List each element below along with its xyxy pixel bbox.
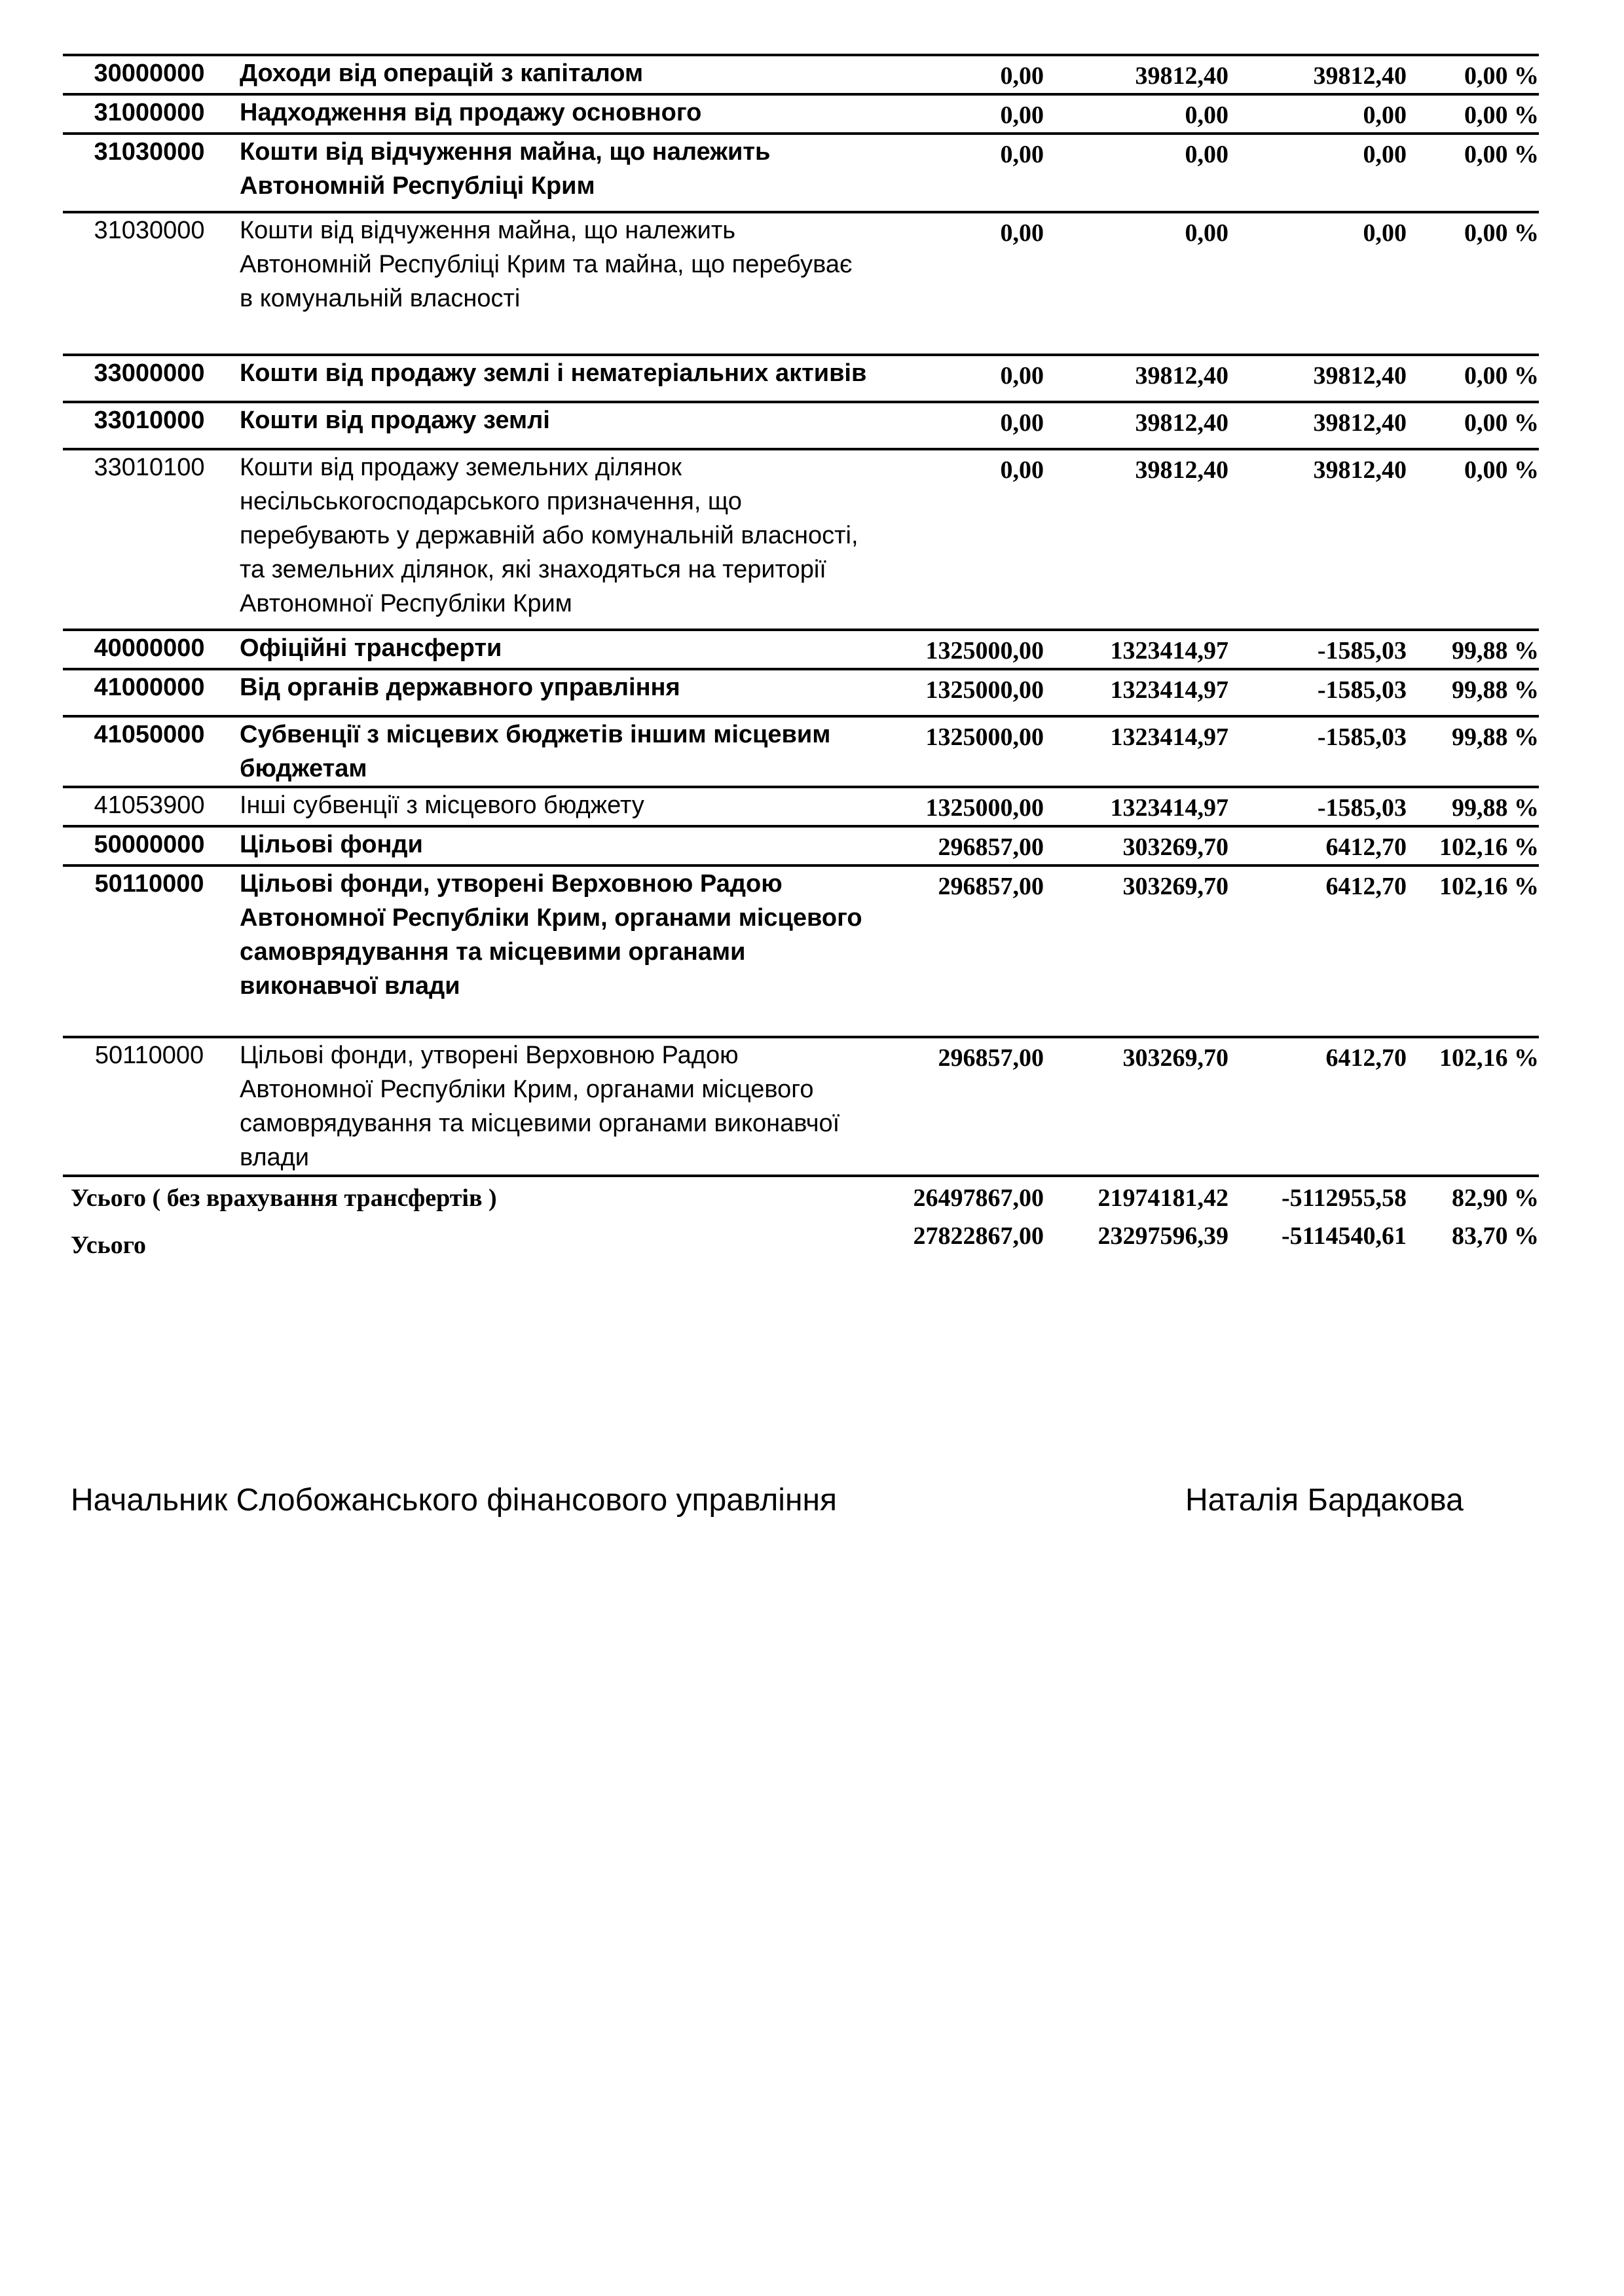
row-plan: 1325000,00	[868, 716, 1044, 787]
table-row	[63, 866, 1539, 1037]
row-plan: 0,00	[868, 134, 1044, 212]
row-code: 33010100	[63, 449, 236, 630]
row-actual: 303269,70	[1044, 866, 1228, 1037]
row-pct: 0,00 %	[1407, 449, 1539, 630]
row-name: Кошти від продажу земельних ділянок несільськогосподарського призначення, що перебувають у державній або комунальній власності, та земельних ділянок, які знаходяться на території Автономної Республіки Крим	[236, 449, 868, 630]
row-plan: 0,00	[868, 55, 1044, 94]
table-row	[63, 826, 1539, 866]
row-plan: 296857,00	[868, 866, 1044, 1037]
row-name: Цільові фонди, утворені Верховною Радою Автономної Республіки Крим, органами місцевого самоврядування та місцевими органами виконавчої влади	[236, 1037, 868, 1176]
row-diff: -1585,03	[1228, 716, 1407, 787]
row-actual: 1323414,97	[1044, 716, 1228, 787]
row-pct: 99,88 %	[1407, 669, 1539, 716]
row-code: 31030000	[63, 134, 236, 212]
row-pct: 99,88 %	[1407, 716, 1539, 787]
row-name: Від органів державного управління	[236, 669, 868, 716]
row-plan: 0,00	[868, 449, 1044, 630]
row-diff: 39812,40	[1228, 402, 1407, 449]
row-actual: 39812,40	[1044, 55, 1228, 94]
row-code: 31000000	[63, 94, 236, 134]
row-name: Офіційні трансферти	[236, 630, 868, 669]
row-diff: -1585,03	[1228, 669, 1407, 716]
total-diff: -5114540,61	[1281, 1222, 1407, 1250]
row-diff: 0,00	[1228, 94, 1407, 134]
row-code: 50110000	[63, 1037, 236, 1176]
total-diff: -5112955,58	[1228, 1176, 1407, 1215]
table-row	[63, 787, 1539, 826]
row-pct: 0,00 %	[1407, 55, 1539, 94]
row-actual: 1323414,97	[1044, 669, 1228, 716]
row-name: Цільові фонди, утворені Верховною Радою Автономної Республіки Крим, органами місцевого самоврядування та місцевими органами виконавчої влади	[236, 866, 868, 1037]
table-row	[63, 402, 1539, 449]
row-name: Кошти від продажу землі і нематеріальних активів	[236, 355, 868, 402]
row-actual: 39812,40	[1044, 355, 1228, 402]
row-diff: 39812,40	[1228, 55, 1407, 94]
table-row	[63, 449, 1539, 630]
row-diff: 0,00	[1228, 212, 1407, 355]
row-pct: 0,00 %	[1407, 402, 1539, 449]
row-pct: 102,16 %	[1407, 1037, 1539, 1176]
row-actual: 0,00	[1044, 212, 1228, 355]
row-code: 50110000	[63, 866, 236, 1037]
row-name: Кошти від відчуження майна, що належить Автономній Республіці Крим та майна, що перебуває в комунальній власності	[236, 212, 868, 355]
row-name: Надходження від продажу основного	[236, 94, 868, 134]
row-diff: 39812,40	[1228, 355, 1407, 402]
row-diff: 6412,70	[1228, 866, 1407, 1037]
row-diff: 0,00	[1228, 134, 1407, 212]
table-row	[63, 134, 1539, 212]
row-plan: 1325000,00	[868, 669, 1044, 716]
row-pct: 0,00 %	[1407, 212, 1539, 355]
row-code: 33010000	[63, 402, 236, 449]
row-plan: 0,00	[868, 355, 1044, 402]
row-plan: 0,00	[868, 212, 1044, 355]
row-actual: 0,00	[1044, 94, 1228, 134]
row-actual: 1323414,97	[1044, 787, 1228, 826]
revenue-table-section	[63, 54, 1539, 1262]
row-diff: 6412,70	[1228, 826, 1407, 866]
signatory-title: Начальник Слобожанського фінансового управління	[71, 1483, 837, 1518]
table-row	[63, 55, 1539, 94]
row-name: Субвенції з місцевих бюджетів іншим місцевим бюджетам	[236, 716, 868, 787]
row-code: 50000000	[63, 826, 236, 866]
row-diff: -1585,03	[1228, 630, 1407, 669]
row-code: 31030000	[63, 212, 236, 355]
row-actual: 39812,40	[1044, 449, 1228, 630]
total-row-without-transfers	[63, 1176, 1539, 1215]
row-diff: 39812,40	[1228, 449, 1407, 630]
total-plan: 27822867,00	[913, 1222, 1044, 1250]
table-row	[63, 630, 1539, 669]
row-plan: 1325000,00	[868, 787, 1044, 826]
row-pct: 102,16 %	[1407, 866, 1539, 1037]
row-plan: 0,00	[868, 94, 1044, 134]
row-actual: 303269,70	[1044, 826, 1228, 866]
table-row	[63, 94, 1539, 134]
total-row-grand	[63, 1215, 1539, 1262]
row-name: Доходи від операцій з капіталом	[236, 55, 868, 94]
row-actual: 39812,40	[1044, 402, 1228, 449]
row-name: Інші субвенції з місцевого бюджету	[236, 787, 868, 826]
total-actual: 23297596,39	[1098, 1222, 1228, 1250]
row-code: 33000000	[63, 355, 236, 402]
total-label: Усього ( без врахування трансфертів )	[63, 1176, 868, 1215]
total-pct: 83,70 %	[1452, 1222, 1539, 1250]
row-plan: 296857,00	[868, 1037, 1044, 1176]
row-plan: 0,00	[868, 402, 1044, 449]
row-code: 40000000	[63, 630, 236, 669]
row-code: 30000000	[63, 55, 236, 94]
total-label: Усього	[71, 1231, 147, 1259]
row-actual: 303269,70	[1044, 1037, 1228, 1176]
total-actual: 21974181,42	[1044, 1176, 1228, 1215]
table-row	[63, 669, 1539, 716]
row-pct: 0,00 %	[1407, 355, 1539, 402]
row-name: Кошти від відчуження майна, що належить Автономній Республіці Крим	[236, 134, 868, 212]
table-row	[63, 212, 1539, 355]
row-pct: 99,88 %	[1407, 630, 1539, 669]
total-plan: 26497867,00	[868, 1176, 1044, 1215]
table-row	[63, 716, 1539, 787]
revenue-table	[63, 54, 1539, 1262]
row-plan: 1325000,00	[868, 630, 1044, 669]
row-diff: 6412,70	[1228, 1037, 1407, 1176]
table-row	[63, 1037, 1539, 1176]
row-code: 41000000	[63, 669, 236, 716]
row-actual: 0,00	[1044, 134, 1228, 212]
table-row	[63, 355, 1539, 402]
row-pct: 0,00 %	[1407, 94, 1539, 134]
row-pct: 99,88 %	[1407, 787, 1539, 826]
row-name: Кошти від продажу землі	[236, 402, 868, 449]
row-code: 41050000	[63, 716, 236, 787]
row-pct: 0,00 %	[1407, 134, 1539, 212]
row-plan: 296857,00	[868, 826, 1044, 866]
row-diff: -1585,03	[1228, 787, 1407, 826]
row-actual: 1323414,97	[1044, 630, 1228, 669]
row-code: 41053900	[63, 787, 236, 826]
row-name: Цільові фонди	[236, 826, 868, 866]
row-pct: 102,16 %	[1407, 826, 1539, 866]
signatory-name: Наталія Бардакова	[1185, 1483, 1464, 1518]
total-pct: 82,90 %	[1407, 1176, 1539, 1215]
